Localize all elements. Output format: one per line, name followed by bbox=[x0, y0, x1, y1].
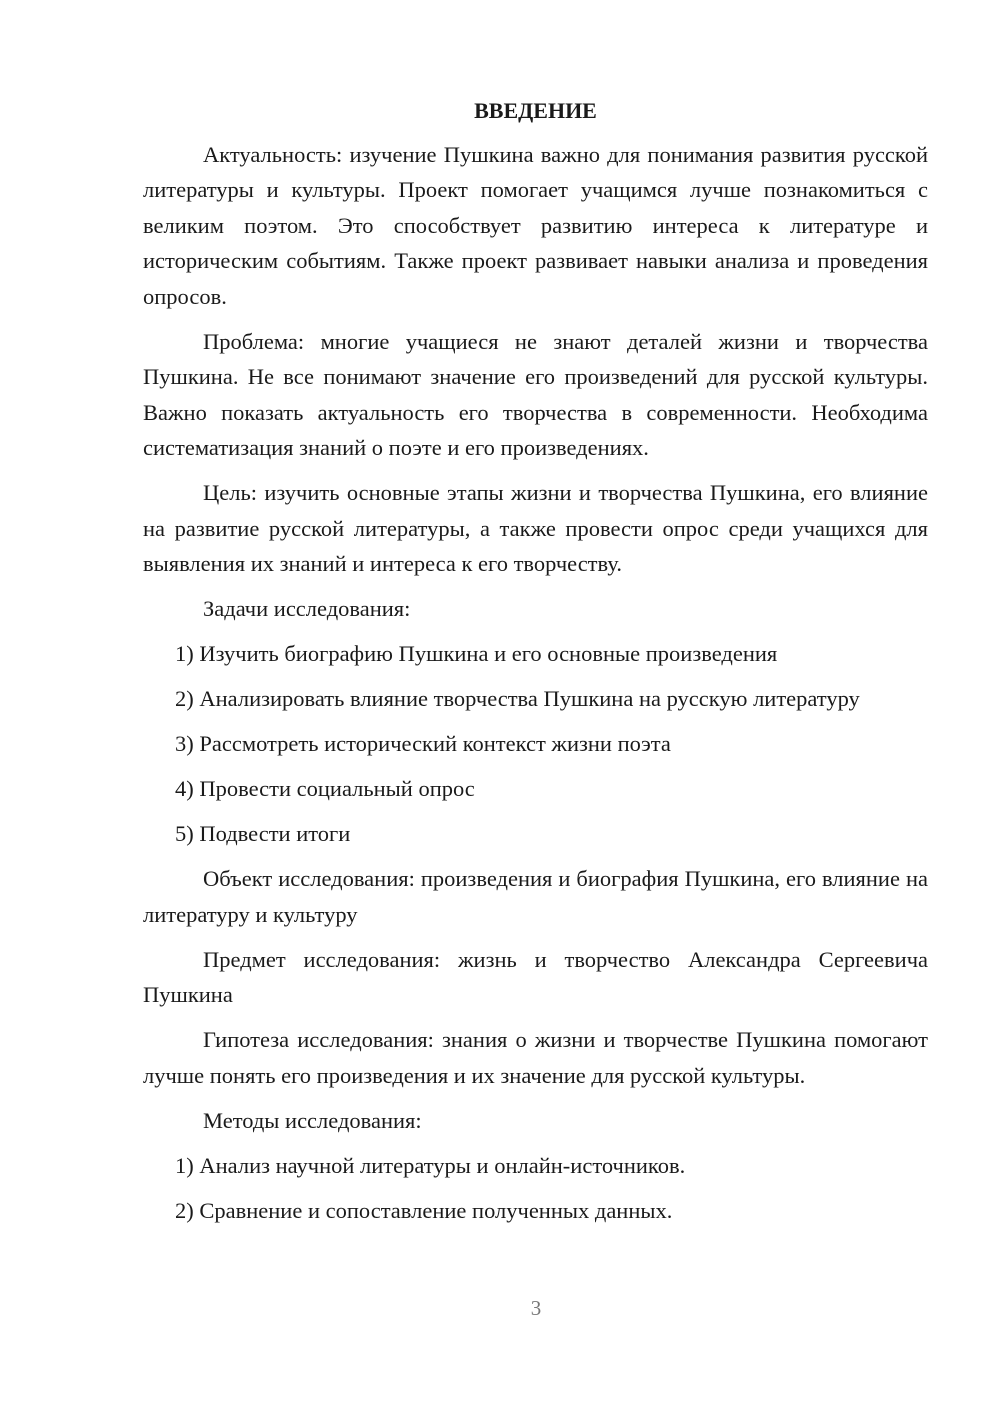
hypothesis-paragraph: Гипотеза исследования: знания о жизни и творчестве Пушкина помогают лучше понять его произведения и их значение для русской культуры. bbox=[143, 1027, 928, 1088]
subject-paragraph: Предмет исследования: жизнь и творчество Александра Сергеевича Пушкина bbox=[143, 946, 928, 1007]
task-item: 3) Рассмотреть исторический контекст жизни поэта bbox=[175, 731, 671, 756]
tasks-heading: Задачи исследования: bbox=[203, 596, 411, 621]
task-item: 4) Провести социальный опрос bbox=[175, 776, 475, 801]
method-item: 1) Анализ научной литературы и онлайн-источников. bbox=[175, 1152, 686, 1178]
page-number: 3 bbox=[530, 1296, 542, 1320]
task-item: 5) Подвести итоги bbox=[175, 821, 351, 846]
task-item: 2) Анализировать влияние творчества Пушкина на русскую литературу bbox=[175, 686, 860, 711]
goal-paragraph: Цель: изучить основные этапы жизни и творчества Пушкина, его влияние на развитие русской литературы, а также провести опрос среди учащихся для выявления их знаний и интереса к его творчеству. bbox=[143, 480, 928, 576]
section-title: ВВЕДЕНИЕ bbox=[474, 98, 597, 123]
task-item: 1) Изучить биографию Пушкина и его основные произведения bbox=[175, 641, 778, 666]
object-paragraph: Объект исследования: произведения и биография Пушкина, его влияние на литературу и культуру bbox=[143, 866, 928, 927]
methods-heading: Методы исследования: bbox=[203, 1107, 422, 1133]
relevance-paragraph: Актуальность: изучение Пушкина важно для понимания развития русской литературы и культуры. Проект помогает учащимся лучше познакомиться с великим поэтом. Это способствует развитию интереса к литературе и историческим событиям. Также проект развивает навыки анализа и проведения опросов. bbox=[143, 141, 928, 309]
problem-paragraph: Проблема: многие учащиеся не знают деталей жизни и творчества Пушкина. Не все понимают значение его произведений для русской культуры. Важно показать актуальность его творчества в современности. Необходима систематизация знаний о поэте и его произведениях. bbox=[143, 328, 928, 460]
document-page bbox=[143, 93, 928, 1238]
method-item: 2) Сравнение и сопоставление полученных данных. bbox=[175, 1197, 673, 1223]
